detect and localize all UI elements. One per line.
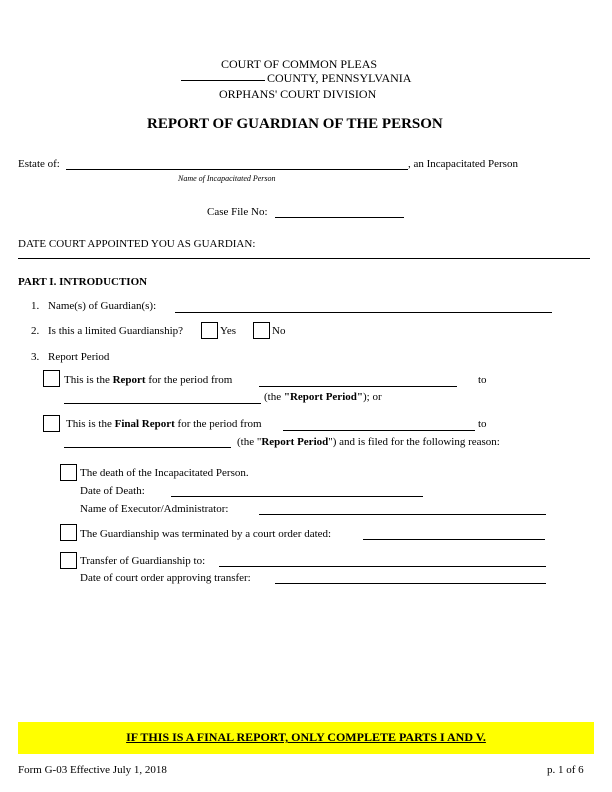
part1-heading: PART I. INTRODUCTION (18, 276, 148, 288)
final-report-option-text: This is the Final Report for the period from (66, 418, 262, 430)
report-to-field[interactable] (64, 403, 261, 404)
estate-label: Estate of: (18, 158, 60, 170)
report-period-note: (the "Report Period"); or (264, 391, 382, 403)
q1-label: Name(s) of Guardian(s): (48, 300, 157, 312)
death-checkbox[interactable] (60, 464, 77, 481)
limited-yes-label: Yes (220, 325, 237, 337)
case-file-label: Case File No: (207, 206, 268, 218)
transfer-date-label: Date of court order approving transfer: (80, 572, 251, 584)
final-to-label: to (478, 418, 487, 430)
county-label: COUNTY, PENNSYLVANIA (267, 71, 412, 85)
final-from-field[interactable] (283, 430, 475, 431)
guardian-names-field[interactable] (175, 312, 552, 313)
case-file-field[interactable] (275, 217, 404, 218)
final-to-field[interactable] (64, 447, 231, 448)
appointed-divider (18, 258, 590, 259)
executor-label: Name of Executor/Administrator: (80, 503, 229, 515)
limited-yes-checkbox[interactable] (201, 322, 218, 339)
final-report-banner (18, 722, 594, 754)
transfer-to-field[interactable] (219, 566, 546, 567)
limited-no-checkbox[interactable] (253, 322, 270, 339)
q2-label: Is this a limited Guardianship? (48, 325, 184, 337)
county-blank[interactable] (181, 80, 265, 81)
terminated-checkbox[interactable] (60, 524, 77, 541)
executor-field[interactable] (259, 514, 546, 515)
court-name: COURT OF COMMON PLEAS (221, 57, 378, 71)
terminated-label: The Guardianship was terminated by a court order dated: (80, 528, 332, 540)
report-checkbox[interactable] (43, 370, 60, 387)
limited-no-label: No (272, 325, 286, 337)
estate-suffix: , an Incapacitated Person (408, 158, 518, 170)
death-label: The death of the Incapacitated Person. (80, 467, 249, 479)
q1-number: 1. (31, 300, 40, 312)
q2-number: 2. (31, 325, 40, 337)
final-period-note: (the "Report Period") and is filed for the following reason: (237, 436, 500, 448)
report-to-label: to (478, 374, 487, 386)
report-option-text: This is the Report for the period from (64, 374, 233, 386)
appointed-label: DATE COURT APPOINTED YOU AS GUARDIAN: (18, 238, 256, 250)
transfer-checkbox[interactable] (60, 552, 77, 569)
form-id: Form G-03 Effective July 1, 2018 (18, 764, 167, 776)
q3-label: Report Period (48, 351, 110, 363)
division-name: ORPHANS' COURT DIVISION (219, 87, 377, 101)
page-number: p. 1 of 6 (547, 764, 584, 776)
final-report-checkbox[interactable] (43, 415, 60, 432)
banner-text: IF THIS IS A FINAL REPORT, ONLY COMPLETE PARTS I AND V. (126, 730, 486, 744)
death-date-field[interactable] (171, 496, 423, 497)
q3-number: 3. (31, 351, 40, 363)
death-date-label: Date of Death: (80, 485, 145, 497)
estate-caption: Name of Incapacitated Person (178, 174, 276, 183)
report-from-field[interactable] (259, 386, 457, 387)
estate-name-field[interactable] (66, 169, 408, 170)
transfer-label: Transfer of Guardianship to: (80, 555, 206, 567)
terminated-date-field[interactable] (363, 539, 545, 540)
transfer-date-field[interactable] (275, 583, 546, 584)
page-title: REPORT OF GUARDIAN OF THE PERSON (147, 116, 443, 132)
